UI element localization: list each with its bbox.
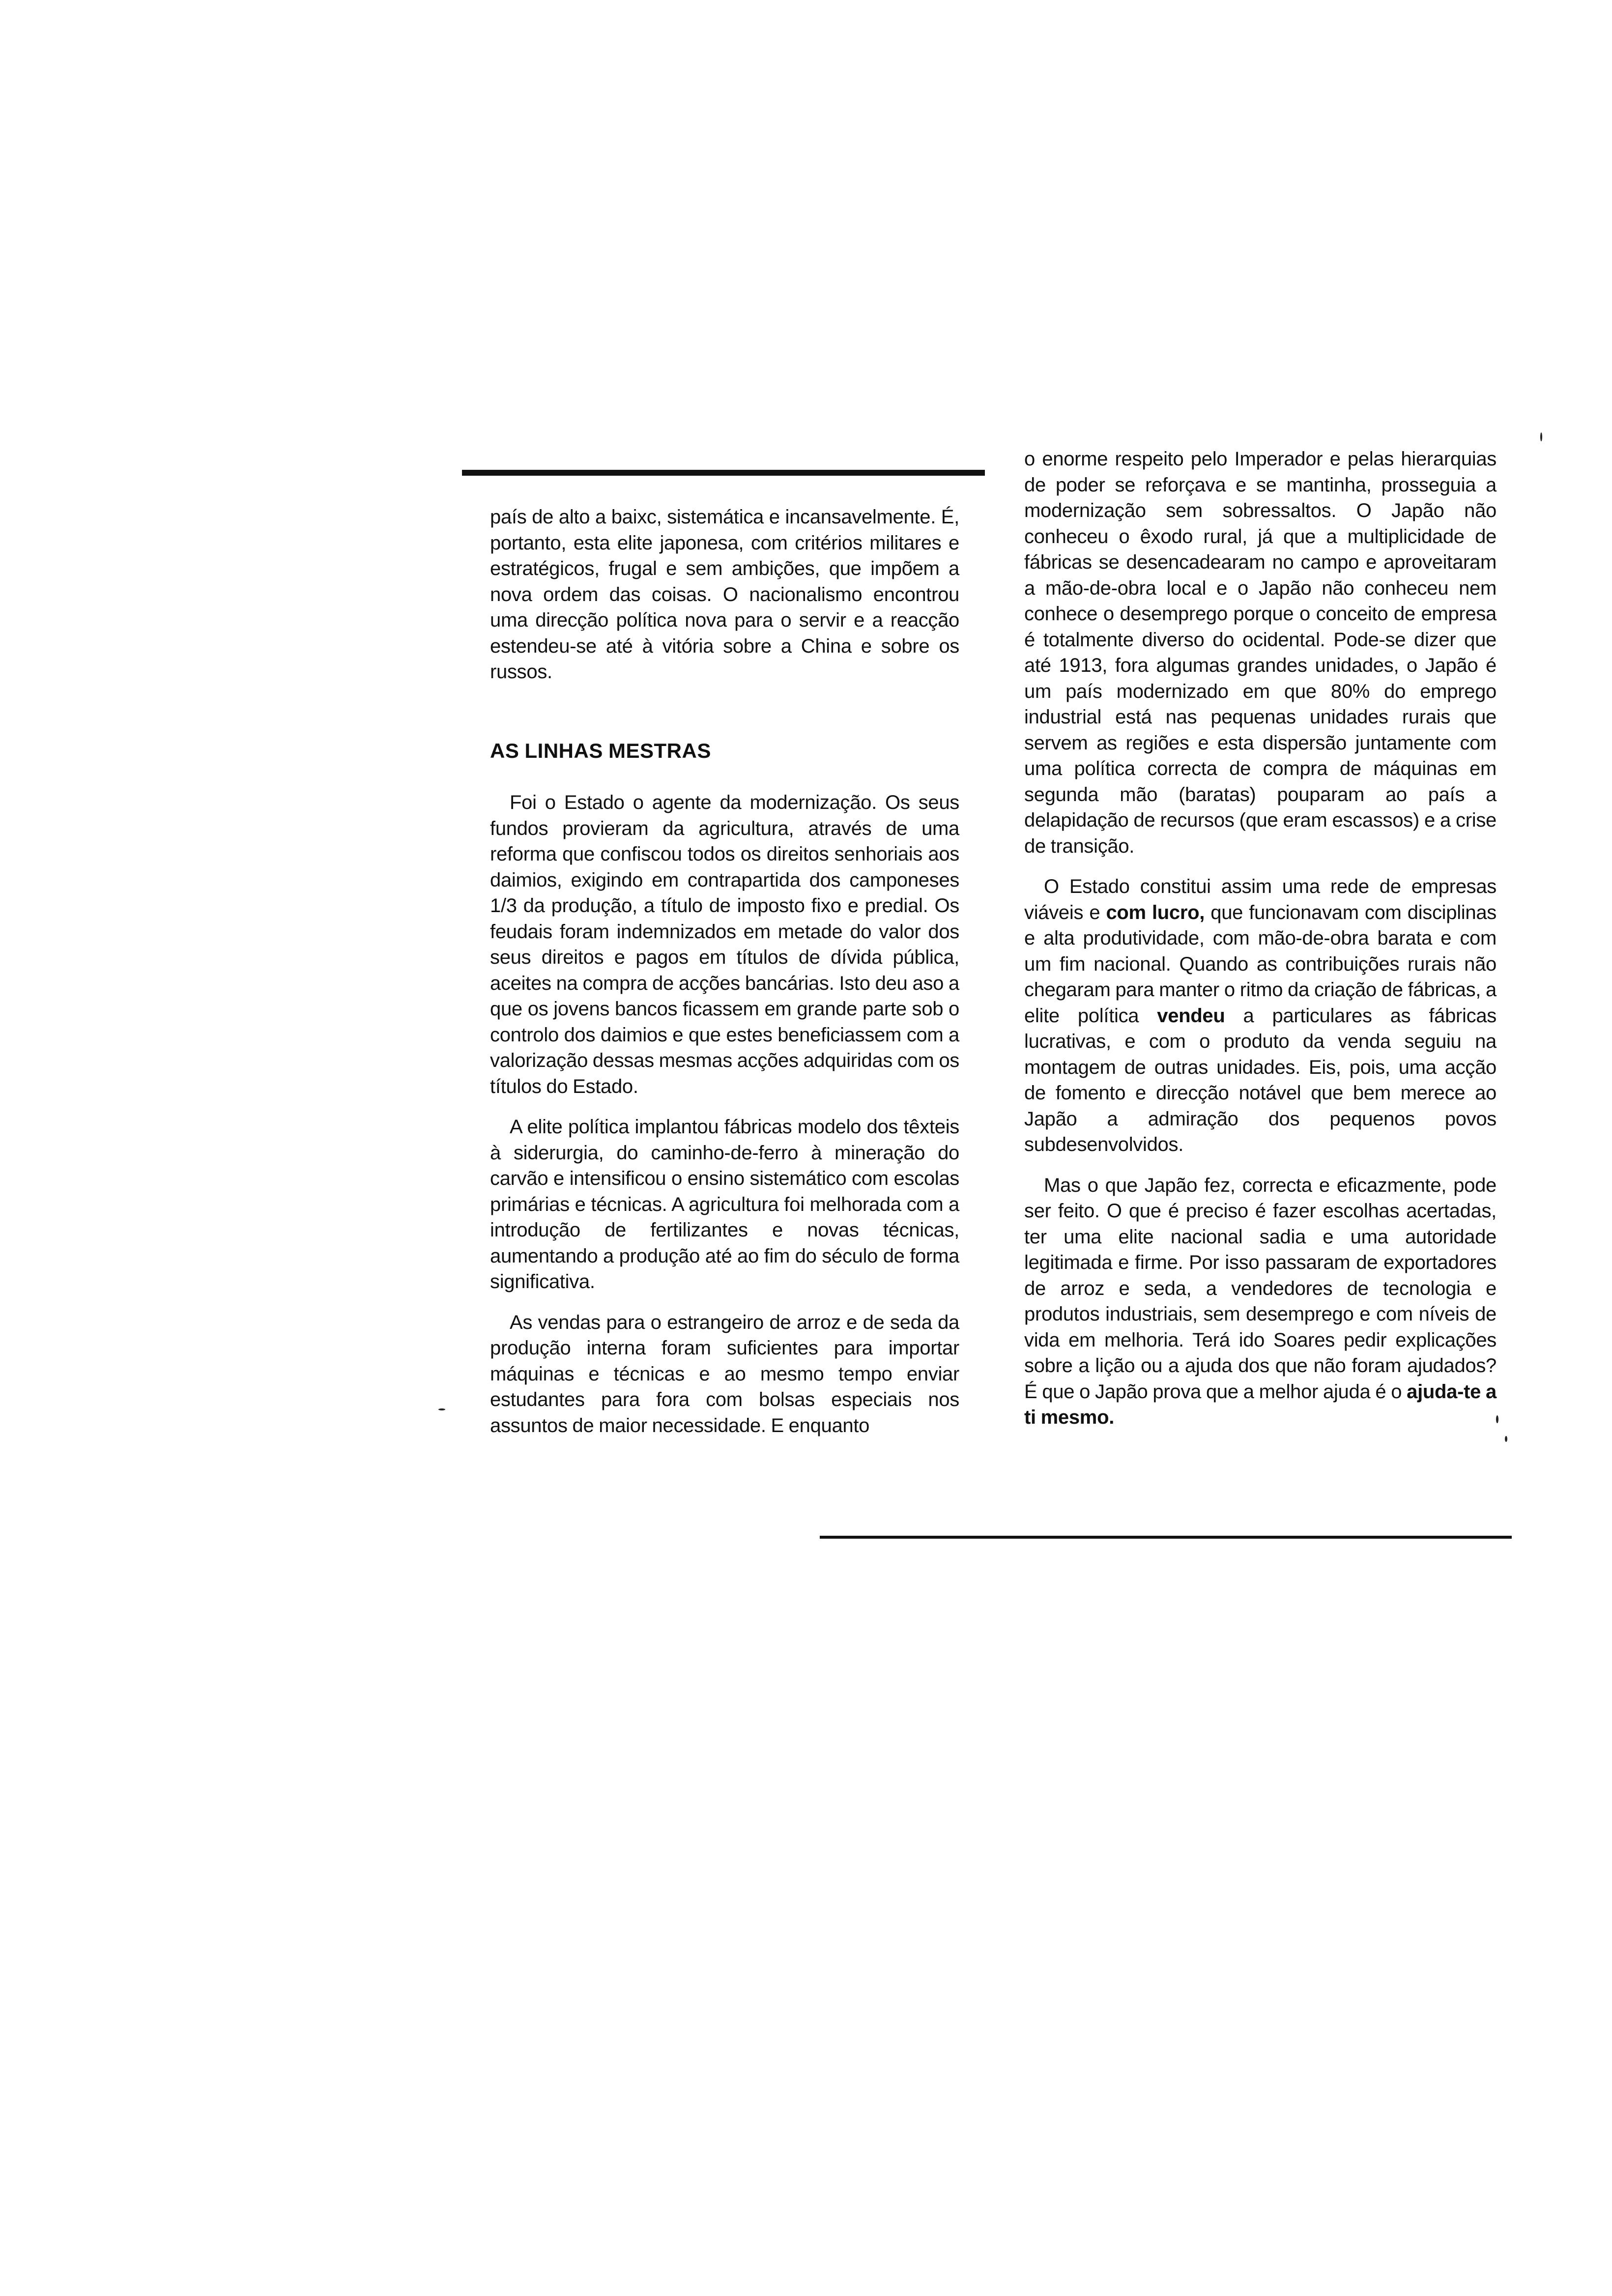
paragraph	[1024, 874, 1497, 1158]
paragraph: Foi o Estado o agente da modernização. Os seus fundos provieram da agricultura, através de uma reforma que confiscou todos os direitos senhoriais aos daimios, exigindo em contrapartida dos camponeses 1/3 da produção, a título de imposto fixo e predial. Os feudais foram indemnizados em metade do valor dos seus direitos e pagos em títulos de dívida pública, aceites na compra de acções bancárias. Isto deu aso a que os jovens bancos ficassem em grande parte sob o controlo dos daimios e que estes beneficiassem com a valorização dessas mesmas acções adquiridas com os títulos do Estado.	[490, 792, 959, 1097]
text-run: a particulares as fábricas lucrativas, e com o produto da venda seguiu na montagem de outras unidades. Eis, pois, uma acção de fomento e direcção notável que bem merece ao Japão a admiração dos pequenos povos subdesenvolvidos.	[1024, 1004, 1497, 1155]
scan-mark	[1505, 1436, 1507, 1442]
text-run: Mas o que Japão fez, correcta e eficazmente, pode ser feito. O que é preciso é fazer escolhas acertadas, ter uma elite nacional sadia e uma autoridade legitimada e firme. Por isso passaram de exportadores de arroz e seda, a vendedores de tecnologia e produtos industriais, sem desemprego e com níveis de vida em melhoria. Terá ido Soares pedir explicações sobre a lição ou a ajuda dos que não foram ajudados? É que o Japão prova que a melhor ajuda é o	[1024, 1174, 1497, 1403]
paragraph: A elite política implantou fábricas modelo dos têxteis à siderurgia, do caminho-de-ferro à mineração do carvão e intensificou o ensino sistemático com escolas primárias e técnicas. A agricultura foi melhorada com a introdução de fertilizantes e novas técnicas, aumentando a produção até ao fim do século de forma significativa.	[490, 1116, 959, 1292]
bold-text: vendeu	[1157, 1004, 1225, 1027]
section-heading: AS LINHAS MESTRAS	[490, 739, 711, 762]
paragraph	[1024, 1173, 1497, 1431]
scan-mark	[438, 1408, 445, 1410]
paragraph: o enorme respeito pelo Imperador e pelas hierarquias de poder se reforçava e se mantinha, prosseguia a modernização sem sobressaltos. O Japão não conheceu o êxodo rural, já que a multiplicidade de fábricas se desencadearam no campo e aproveitaram a mão-de-obra local e o Japão não conheceu nem conhece o desemprego porque o conceito de empresa é totalmente diverso do ocidental. Pode-se dizer que até 1913, fora algumas grandes unidades, o Japão é um país modernizado em que 80% do emprego industrial está nas pequenas unidades rurais que servem as regiões e esta dispersão juntamente com uma política correcta de compra de máquinas em segunda mão (baratas) pouparam ao país a delapidação de recursos (que eram escassos) e a crise de transição.	[1024, 448, 1497, 857]
bold-text: ajuda-te a ti mesmo.	[1024, 1380, 1497, 1428]
text-run: que funcionavam com disciplinas e alta produtividade, com mão-de-obra barata e com um fim nacional. Quando as contribuições rurais não chegaram para manter o ritmo da criação de fábricas, a elite política	[1024, 901, 1497, 1027]
paragraph: As vendas para o estrangeiro de arroz e de seda da produção interna foram suficientes para importar máquinas e técnicas e ao mesmo tempo enviar estudantes para fora com bolsas especiais nos assuntos de maior necessidade. E enquanto	[490, 1311, 959, 1436]
bottom-rule	[820, 1536, 1512, 1539]
bold-text: com lucro,	[1106, 901, 1205, 923]
top-rule	[462, 470, 985, 476]
right-column	[1024, 446, 1497, 1431]
left-column	[490, 504, 959, 1438]
scan-mark	[1540, 432, 1542, 441]
text-run: O Estado constitui assim uma rede de empresas viáveis e	[1024, 876, 1497, 923]
paragraph: país de alto a baixc, sistemática e incansavelmente. É, portanto, esta elite japonesa, com critérios militares e estratégicos, frugal e sem ambições, que impõem a nova ordem das coisas. O nacionalismo encontrou uma direcção política nova para o servir e a reacção estendeu-se até à vitória sobre a China e sobre os russos.	[490, 506, 959, 683]
